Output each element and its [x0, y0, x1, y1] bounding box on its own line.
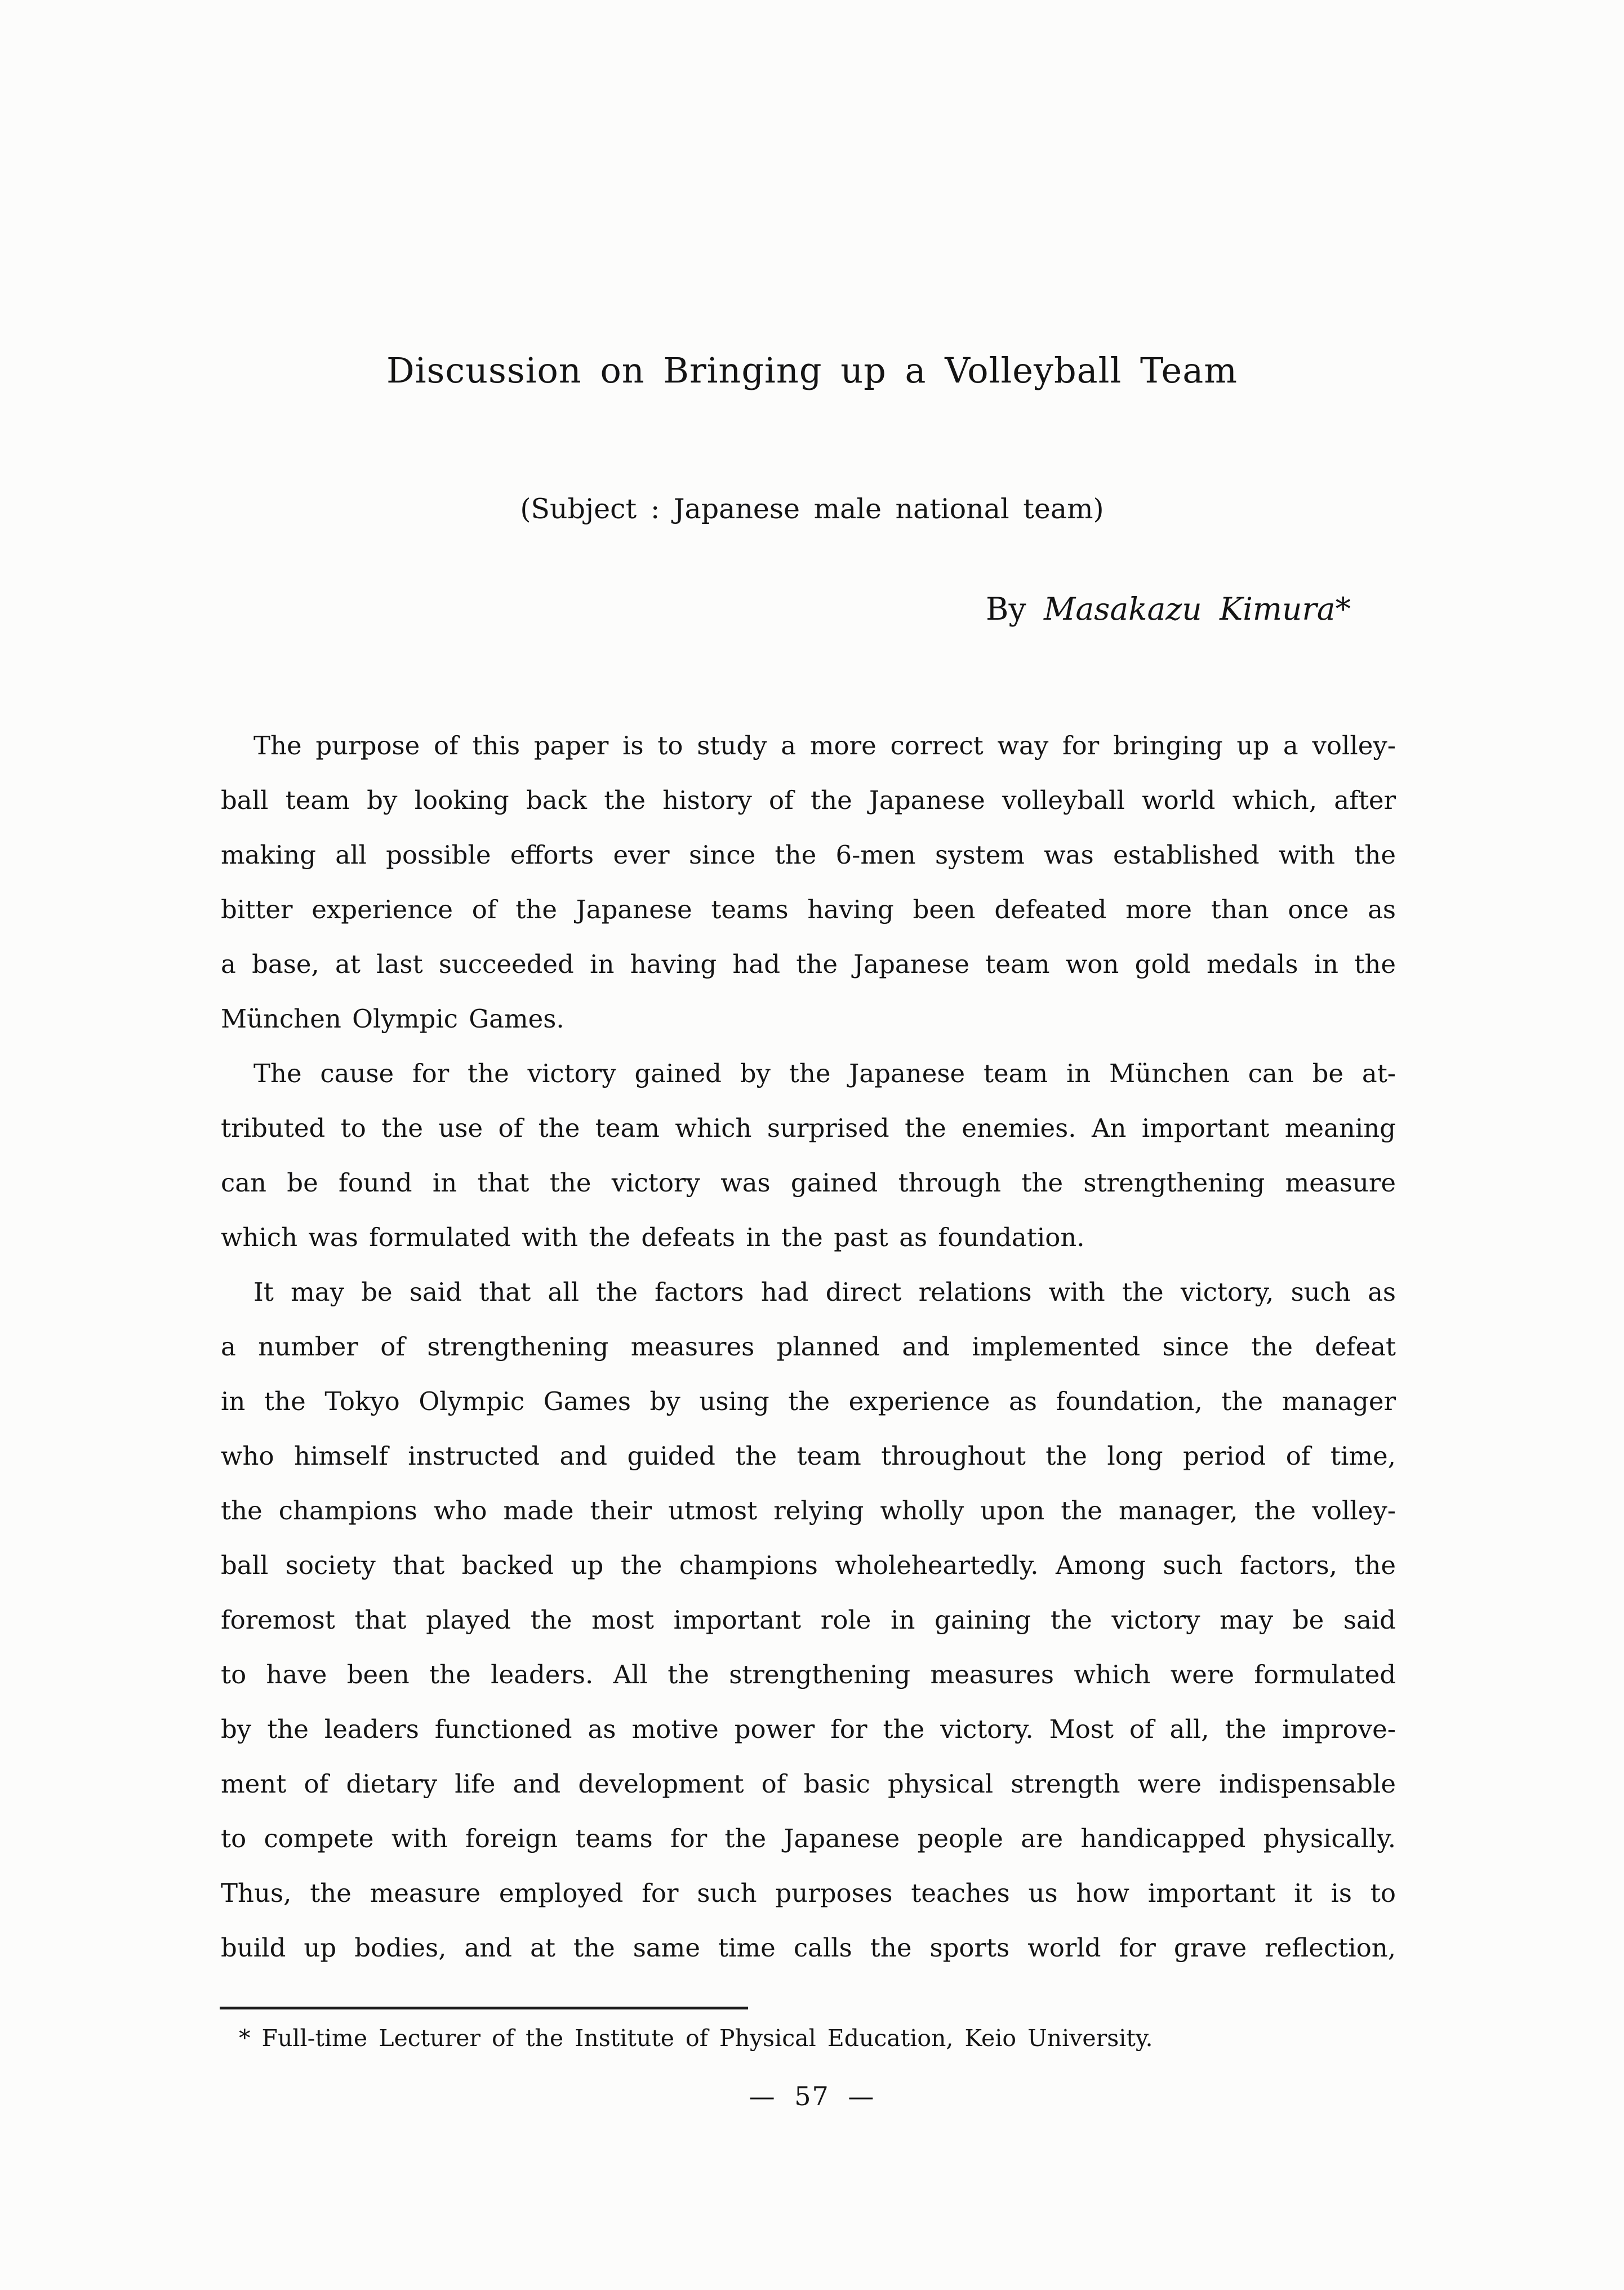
body-line: to have been the leaders. All the strengthening measures which were formulated — [221, 1660, 1396, 1689]
body-line: It may be said that all the factors had direct relations with the victory, such as — [253, 1277, 1396, 1307]
body-line: the champions who made their utmost relying wholly upon the manager, the volley- — [221, 1496, 1396, 1526]
body-line: build up bodies, and at the same time calls the sports world for grave reflection, — [221, 1933, 1396, 1963]
body-line: The cause for the victory gained by the Japanese team in München can be at- — [253, 1059, 1396, 1088]
body-line: bitter experience of the Japanese teams having been defeated more than once as — [221, 895, 1396, 924]
body-line: Thus, the measure employed for such purposes teaches us how important it is to — [221, 1878, 1396, 1908]
footnote-rule — [220, 2007, 748, 2009]
paper-subtitle: (Subject : Japanese male national team) — [520, 493, 1104, 525]
body-line: tributed to the use of the team which surprised the enemies. An important meaning — [221, 1113, 1396, 1143]
byline-author: Masakazu Kimura* — [1044, 591, 1351, 627]
body-line: ment of dietary life and development of basic physical strength were indispensable — [221, 1769, 1396, 1799]
paper-title: Discussion on Bringing up a Volleyball Team — [386, 350, 1238, 391]
body-line: foremost that played the most important role in gaining the victory may be said — [221, 1605, 1396, 1635]
body-line: ball society that backed up the champions wholeheartedly. Among such factors, the — [221, 1550, 1396, 1580]
body-text — [221, 718, 1396, 1975]
body-line: by the leaders functioned as motive power for the victory. Most of all, the improve- — [221, 1714, 1396, 1744]
footnote: * Full-time Lecturer of the Institute of Physical Education, Keio University. — [239, 2025, 1153, 2052]
body-line: making all possible efforts ever since the 6-men system was established with the — [221, 840, 1396, 870]
body-line: a number of strengthening measures planned and implemented since the defeat — [221, 1332, 1396, 1362]
body-line: which was formulated with the defeats in the past as foundation. — [221, 1222, 1085, 1252]
body-line: can be found in that the victory was gained through the strengthening measure — [221, 1168, 1396, 1198]
body-line: to compete with foreign teams for the Japanese people are handicapped physically. — [221, 1824, 1396, 1853]
body-line: ball team by looking back the history of the Japanese volleyball world which, after — [221, 785, 1396, 815]
body-line: The purpose of this paper is to study a more correct way for bringing up a volley- — [253, 731, 1396, 761]
byline-prefix: By — [986, 591, 1026, 627]
body-line: who himself instructed and guided the team throughout the long period of time, — [221, 1441, 1396, 1471]
body-line: München Olympic Games. — [221, 1004, 564, 1034]
body-line: in the Tokyo Olympic Games by using the experience as foundation, the manager — [221, 1386, 1396, 1416]
body-line: a base, at last succeeded in having had the Japanese team won gold medals in the — [221, 949, 1396, 979]
page-number: — 57 — — [749, 2081, 875, 2111]
byline — [986, 592, 1351, 627]
